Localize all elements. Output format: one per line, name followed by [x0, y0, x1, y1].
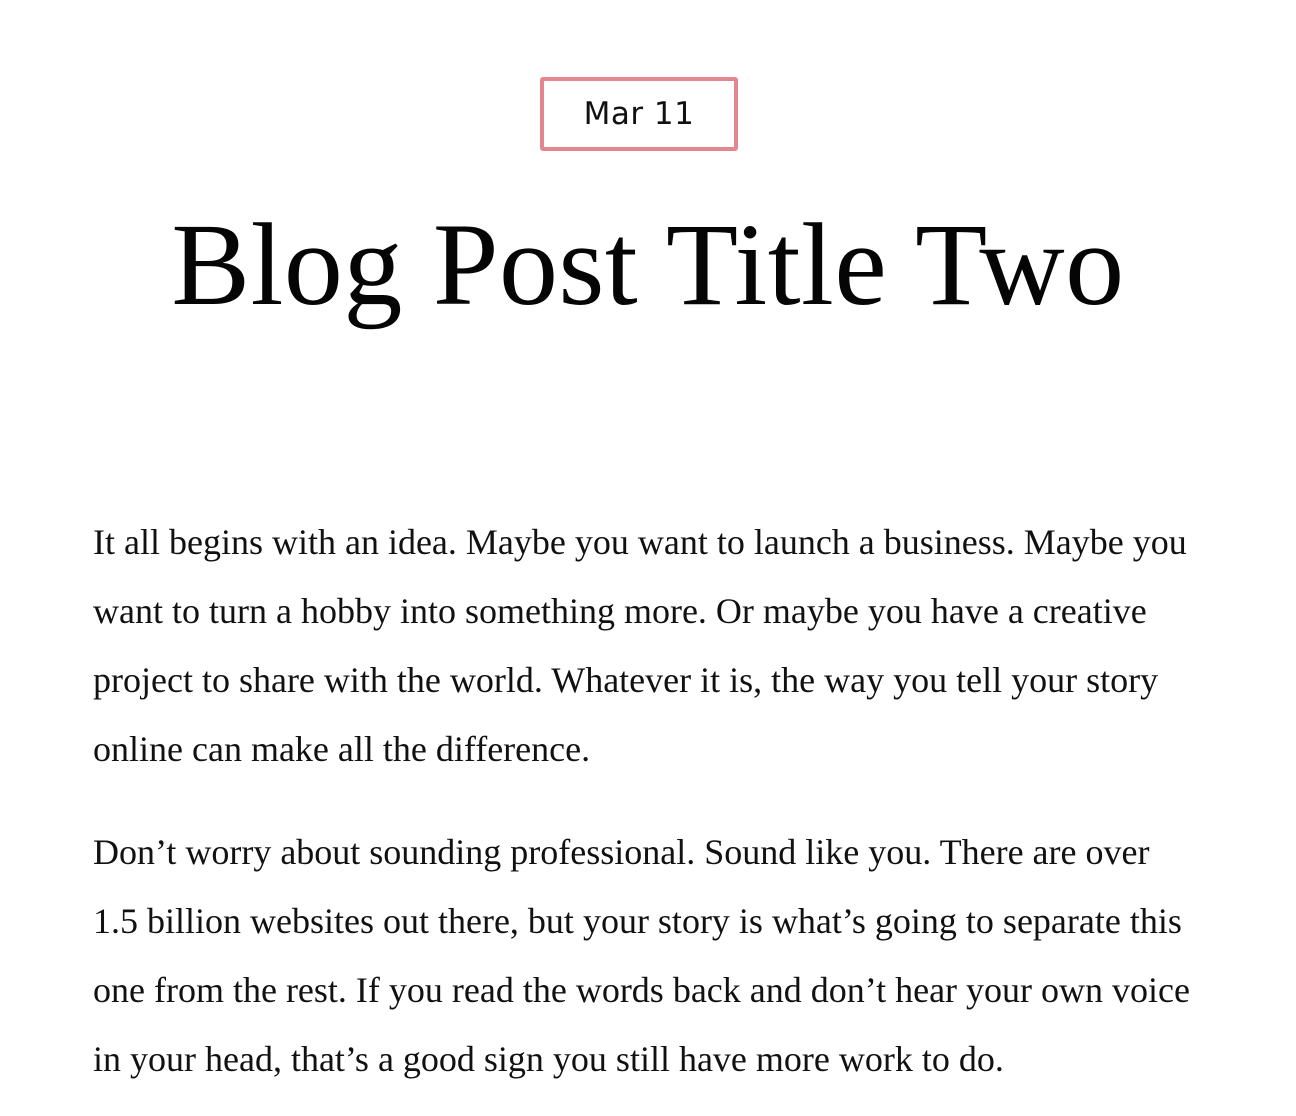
post-paragraph-1: It all begins with an idea. Maybe you want to launch a business. Maybe you want to turn a hobby into something more. Or maybe you have a creative project to share with the world. Whatever it is, the way you tell your story online can make all the difference.	[93, 522, 1187, 769]
post-body	[93, 508, 1203, 1094]
post-paragraph-2: Don’t worry about sounding professional. Sound like you. There are over 1.5 billion websites out there, but your story is what’s going to separate this one from the rest. If you read the words back and don’t hear your own voice in your head, that’s a good sign you still have more work to do.	[93, 832, 1190, 1079]
post-date-badge: Mar 11	[540, 77, 738, 151]
post-title: Blog Post Title Two	[171, 199, 1125, 330]
